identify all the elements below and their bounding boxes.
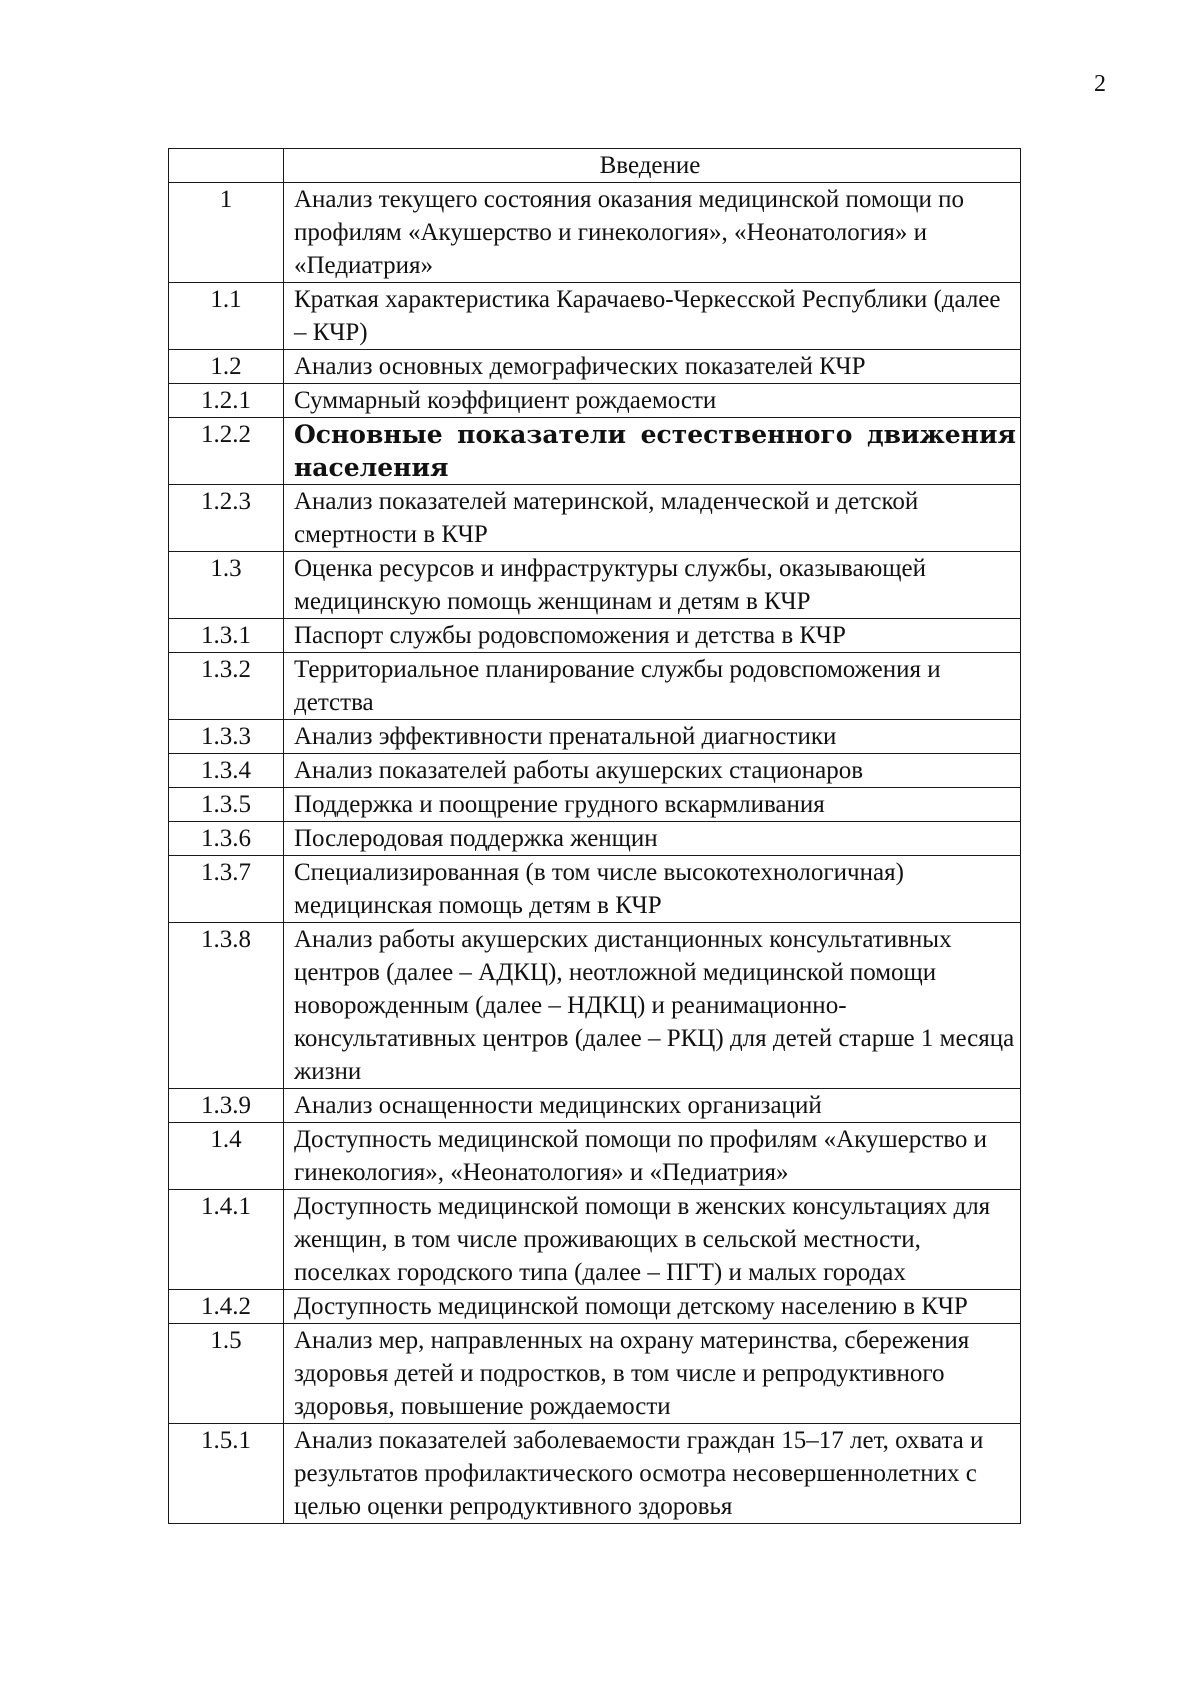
toc-row bbox=[169, 788, 1021, 822]
toc-row-number: 1.4 bbox=[169, 1123, 284, 1190]
toc-row-title: Поддержка и поощрение грудного вскармливания bbox=[284, 788, 1021, 822]
toc-row-title: Анализ основных демографических показателей КЧР bbox=[284, 350, 1021, 384]
toc-row bbox=[169, 856, 1021, 923]
page-number: 2 bbox=[1094, 71, 1106, 97]
toc-body bbox=[169, 149, 1021, 1524]
toc-header-title: Введение bbox=[284, 149, 1021, 183]
toc-row-title: Доступность медицинской помощи детскому населению в КЧР bbox=[284, 1290, 1021, 1324]
toc-row bbox=[169, 1089, 1021, 1123]
toc-row-title: Краткая характеристика Карачаево-Черкесской Республики (далее – КЧР) bbox=[284, 283, 1021, 350]
toc-row-number: 1.4.1 bbox=[169, 1190, 284, 1290]
toc-row bbox=[169, 384, 1021, 418]
toc-row bbox=[169, 552, 1021, 619]
toc-header-row bbox=[169, 149, 1021, 183]
toc-row-number: 1.1 bbox=[169, 283, 284, 350]
toc-row bbox=[169, 418, 1021, 485]
toc-row-number: 1.3.3 bbox=[169, 720, 284, 754]
toc-row-number: 1.2 bbox=[169, 350, 284, 384]
toc-row-title: Оценка ресурсов и инфраструктуры службы, оказывающей медицинскую помощь женщинам и детям в КЧР bbox=[284, 552, 1021, 619]
toc-row-title: Анализ оснащенности медицинских организаций bbox=[284, 1089, 1021, 1123]
toc-row-title: Анализ показателей заболеваемости граждан 15–17 лет, охвата и результатов профилактического осмотра несовершеннолетних с целью оценки репродуктивного здоровья bbox=[284, 1424, 1021, 1524]
toc-row-number: 1.3.6 bbox=[169, 822, 284, 856]
toc-row bbox=[169, 619, 1021, 653]
toc-row bbox=[169, 754, 1021, 788]
toc-row bbox=[169, 183, 1021, 283]
toc-row-title: Паспорт службы родовспоможения и детства в КЧР bbox=[284, 619, 1021, 653]
toc-row-title: Территориальное планирование службы родовспоможения и детства bbox=[284, 653, 1021, 720]
toc-row-title: Суммарный коэффициент рождаемости bbox=[284, 384, 1021, 418]
toc-row-number: 1.2.3 bbox=[169, 485, 284, 552]
toc-row-title: Доступность медицинской помощи в женских консультациях для женщин, в том числе проживающих в сельской местности, поселках городского типа (далее – ПГТ) и малых городах bbox=[284, 1190, 1021, 1290]
toc-row-title: Анализ эффективности пренатальной диагностики bbox=[284, 720, 1021, 754]
toc-row-title: Анализ работы акушерских дистанционных консультативных центров (далее – АДКЦ), неотложной медицинской помощи новорожденным (далее – НДКЦ) и реанимационно-консультативных центров (далее – РКЦ) для детей старше 1 месяца жизни bbox=[284, 923, 1021, 1089]
toc-row-title: Анализ показателей работы акушерских стационаров bbox=[284, 754, 1021, 788]
toc-row-title: Специализированная (в том числе высокотехнологичная) медицинская помощь детям в КЧР bbox=[284, 856, 1021, 923]
toc-row bbox=[169, 1190, 1021, 1290]
toc-row-number: 1.4.2 bbox=[169, 1290, 284, 1324]
toc-row-number: 1.2.2 bbox=[169, 418, 284, 485]
toc-row-number: 1.3.9 bbox=[169, 1089, 284, 1123]
toc-row-number: 1.3.4 bbox=[169, 754, 284, 788]
toc-row-title-bold: Основные показатели естественного движения населения bbox=[284, 418, 1021, 485]
toc-row-title: Анализ текущего состояния оказания медицинской помощи по профилям «Акушерство и гинекология», «Неонатология» и «Педиатрия» bbox=[284, 183, 1021, 283]
toc-row-number: 1.5 bbox=[169, 1324, 284, 1424]
toc-row bbox=[169, 350, 1021, 384]
toc-row bbox=[169, 822, 1021, 856]
toc-row bbox=[169, 923, 1021, 1089]
toc-row bbox=[169, 720, 1021, 754]
toc-row-title: Послеродовая поддержка женщин bbox=[284, 822, 1021, 856]
toc-row bbox=[169, 283, 1021, 350]
toc-row-title: Анализ показателей материнской, младенческой и детской смертности в КЧР bbox=[284, 485, 1021, 552]
toc-row-number: 1.3.8 bbox=[169, 923, 284, 1089]
toc-row-number: 1.5.1 bbox=[169, 1424, 284, 1524]
toc-row bbox=[169, 1123, 1021, 1190]
toc-row-number: 1 bbox=[169, 183, 284, 283]
toc-row bbox=[169, 1324, 1021, 1424]
toc-row bbox=[169, 485, 1021, 552]
toc-row-number: 1.3 bbox=[169, 552, 284, 619]
toc-row-number: 1.3.1 bbox=[169, 619, 284, 653]
toc-row-number: 1.3.5 bbox=[169, 788, 284, 822]
toc-row-number: 1.3.7 bbox=[169, 856, 284, 923]
toc-row-number: 1.3.2 bbox=[169, 653, 284, 720]
toc-row-title: Анализ мер, направленных на охрану материнства, сбережения здоровья детей и подростков, в том числе и репродуктивного здоровья, повышение рождаемости bbox=[284, 1324, 1021, 1424]
toc-row-title: Доступность медицинской помощи по профилям «Акушерство и гинекология», «Неонатология» и «Педиатрия» bbox=[284, 1123, 1021, 1190]
toc-row-number: 1.2.1 bbox=[169, 384, 284, 418]
toc-row bbox=[169, 1290, 1021, 1324]
toc-header-number bbox=[169, 149, 284, 183]
table-of-contents bbox=[168, 148, 1021, 1524]
toc-row bbox=[169, 1424, 1021, 1524]
toc-row bbox=[169, 653, 1021, 720]
